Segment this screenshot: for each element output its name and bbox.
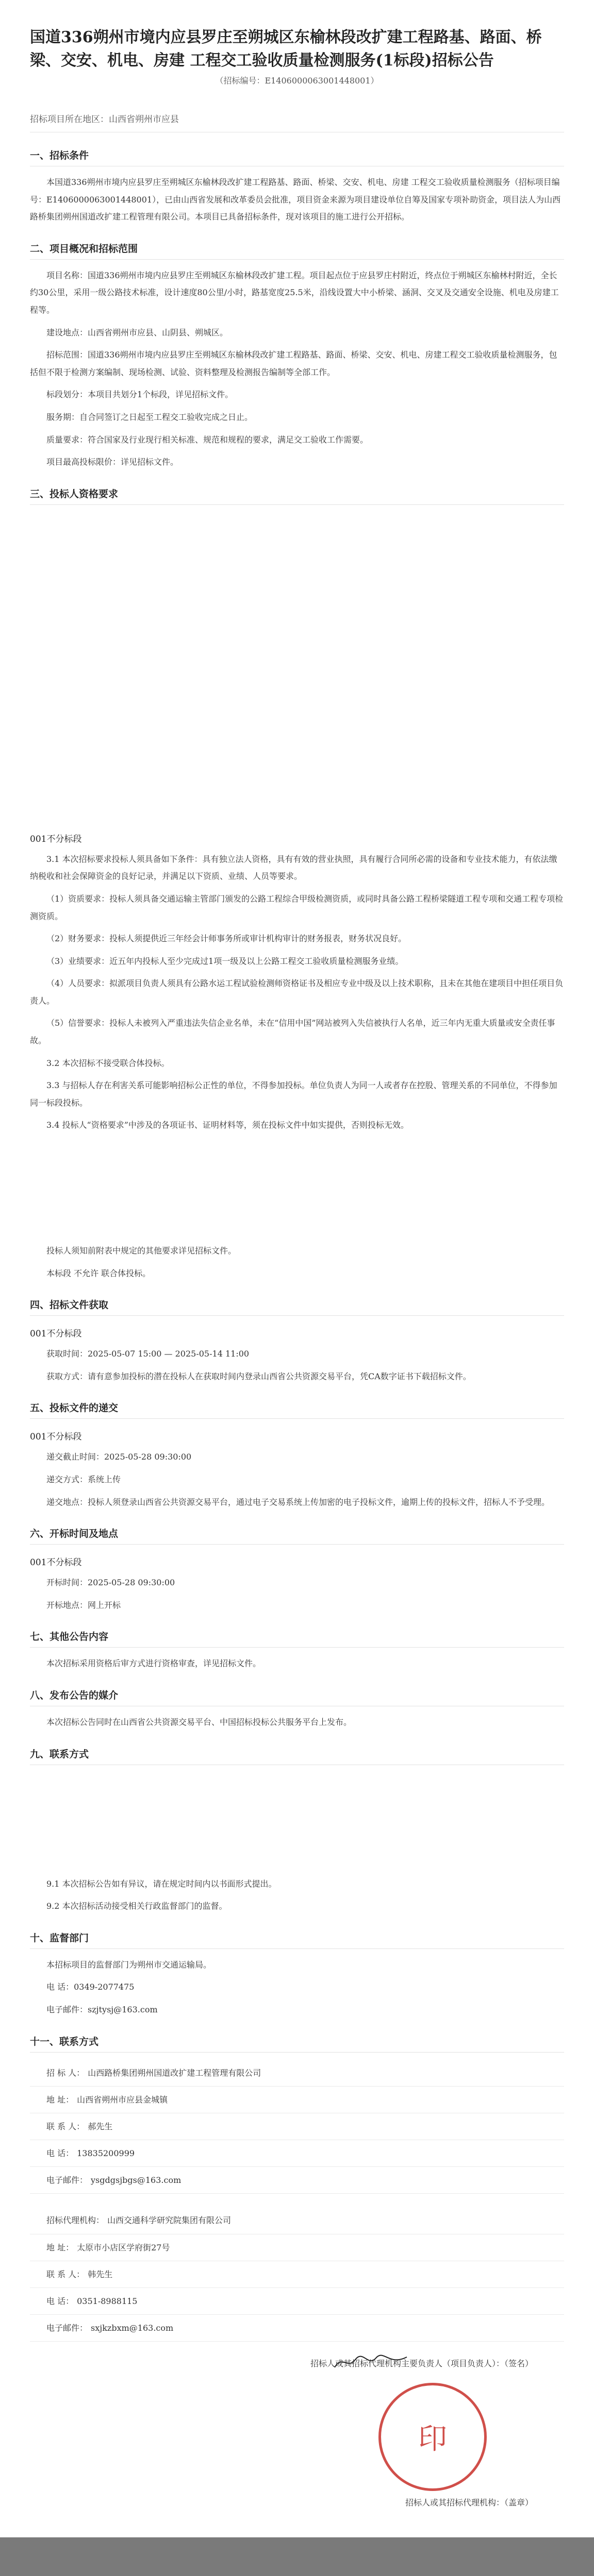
official-seal [378,2383,487,2491]
contact-row: 电 话： 0351-8988115 [30,2288,564,2315]
paragraph: 3.4 投标人“资格要求”中涉及的各项证书、证明材料等，须在投标文件中如实提供，否则投标无效。 [46,1120,409,1130]
paragraph: 9.2 本次招标活动接受相关行政监督部门的监督。 [46,1901,227,1911]
paragraph: 本招标项目的监督部门为朔州市交通运输局。 [46,1959,212,1970]
paragraph: 建设地点：山西省朔州市应县、山阴县、朔城区。 [46,327,228,337]
paragraph: （2）财务要求：投标人须提供近三年经会计师事务所或审计机构审计的财务报表，财务状况良好。 [46,934,407,944]
paragraph: 获取方式：请有意参加投标的潜在投标人在获取时间内登录山西省公共资源交易平台，凭CA数字证书下载招标文件。 [46,1371,471,1381]
lot-label: 001不分标段 [30,1329,82,1340]
contact-row: 电 话： 13835200999 [30,2140,564,2167]
contact-row: 招 标 人： 山西路桥集团朔州国道改扩建工程管理有限公司 [30,2060,564,2087]
paragraph: 本标段 不允许 联合体投标。 [46,1268,151,1278]
section-heading-2: 二、项目概况和招标范围 [30,241,564,260]
paragraph: （5）信誉要求：投标人未被列入严重违法失信企业名单，未在“信用中国”网站被列入失信被执行人名单，近三年内无重大质量或安全责任事故。 [30,1018,555,1046]
blank-area [30,1772,564,1875]
paragraph: 3.3 与招标人存在利害关系可能影响招标公正性的单位，不得参加投标。单位负责人为同一人或者存在控股、管理关系的不同单位，不得参加同一标段投标。 [30,1080,557,1108]
contact-row: 联 系 人： 郝先生 [30,2113,564,2140]
paragraph: 3.2 本次招标不接受联合体投标。 [46,1058,170,1068]
paragraph: 3.1 本次招标要求投标人须具备如下条件：具有独立法人资格，具有有效的营业执照，具有履行合同所必需的设备和专业技术能力，有依法缴纳税收和社会保障资金的良好记录，并满足以下资质、业绩、人员等要求。 [30,854,557,882]
section-heading-3: 三、投标人资格要求 [30,486,564,505]
contact-row: 招标代理机构： 山西交通科学研究院集团有限公司 [30,2207,564,2234]
paragraph: 投标人须知前附表中规定的其他要求详见招标文件。 [46,1246,237,1256]
paragraph: 开标时间：2025-05-28 09:30:00 [46,1578,175,1588]
lot-label: 001不分标段 [30,1557,82,1568]
contact-row: 电子邮件： ysgdgsjbgs@163.com [30,2167,564,2194]
paragraph: （4）人员要求：拟派项目负责人须具有公路水运工程试验检测师资格证书及相应专业中级及以上技术职称，且未在其他在建项目中担任项目负责人。 [30,978,564,1006]
contact-row: 电子邮件： sxjkzbxm@163.com [30,2315,564,2342]
paragraph: 服务期：自合同签订之日起至工程交工验收完成之日止。 [46,412,253,422]
paragraph: 递交方式：系统上传 [46,1475,121,1484]
paragraph: 9.1 本次招标公告如有异议，请在规定时间内以书面形式提出。 [46,1878,277,1889]
stamp-line: 招标人或其招标代理机构：（盖章） [405,2498,533,2508]
section-heading-11: 十一、联系方式 [30,2034,564,2053]
page-title: 国道336朔州市境内应县罗庄至朔城区东榆林段改扩建工程路基、路面、桥梁、交安、机电、房建 工程交工验收质量检测服务(1标段)招标公告 [30,28,542,70]
lot-label: 001不分标段 [30,834,82,844]
blank-area [30,512,564,821]
paragraph: 本次招标采用资格后审方式进行资格审查，详见招标文件。 [46,1658,261,1669]
signature-area [30,2352,564,2517]
paragraph: 项目最高投标限价：详见招标文件。 [46,457,179,467]
section-heading-10: 十、监督部门 [30,1930,564,1949]
section-heading-7: 七、其他公告内容 [30,1629,564,1648]
contact-row: 联 系 人： 韩先生 [30,2261,564,2288]
paragraph: 招标范围：国道336朔州市境内应县罗庄至朔城区东榆林段改扩建工程路基、路面、桥梁、交安、机电、房建工程交工验收质量检测服务，包括但不限于检测方案编制、现场检测、试验、资料整理及检测报告编制等全部工作。 [30,350,557,377]
contact-row: 地 址： 太原市小店区学府街27号 [30,2234,564,2261]
paragraph: （1）资质要求：投标人须具备交通运输主管部门颁发的公路工程综合甲级检测资质，或同时具备公路工程桥梁隧道工程专项和交通工程专项检测资质。 [30,893,564,921]
paragraph: 开标地点：网上开标 [46,1600,121,1610]
section-heading-8: 八、发布公告的媒介 [30,1688,564,1706]
signature-line: 招标人或其招标代理机构主要负责人（项目负责人）：（签名） [310,2359,533,2369]
section-heading-4: 四、招标文件获取 [30,1297,564,1316]
paragraph: 本次招标公告同时在山西省公共资源交易平台、中国招标投标公共服务平台上发布。 [46,1717,352,1727]
paragraph: 递交地点：投标人须登录山西省公共资源交易平台，通过电子交易系统上传加密的电子投标文件，逾期上传的投标文件，招标人不予受理。 [46,1497,550,1507]
paragraph: 电子邮件：szjtysj@163.com [46,2004,158,2014]
contact-block [30,2060,564,2342]
paragraph: 项目名称：国道336朔州市境内应县罗庄至朔城区东榆林段改扩建工程。项目起点位于应县罗庄村附近，终点位于朔城区东榆林村附近，全长约30公里，采用一级公路技术标准，设计速度80公里/小时，路基宽度25.5米，沿线设置大中小桥梁、涵洞、交叉及交通安全设施、机电及房建工程等。 [30,270,559,315]
paragraph: 本国道336朔州市境内应县罗庄至朔城区东榆林段改扩建工程路基、路面、桥梁、交安、机电、房建 工程交工验收质量检测服务（招标项目编号：E1406000063001448001），已由山西省发展和改革委员会批准，项目资金来源为项目建设单位自筹及国家专项补助资金，项目法人为山西路桥集团朔州国道改扩建工程管理有限公司。本项目已具备招标条件，现对该项目的施工进行公开招标。 [30,177,561,222]
paragraph: （3）业绩要求：近五年内投标人至少完成过1项一级及以上公路工程交工验收质量检测服务业绩。 [46,956,404,966]
section-heading-1: 一、招标条件 [30,148,564,166]
seal-glyph: 印 [418,2422,447,2456]
paragraph: 获取时间：2025-05-07 15:00 — 2025-05-14 11:00 [46,1349,250,1359]
section-heading-5: 五、投标文件的递交 [30,1400,564,1419]
paragraph: 标段划分：本项目共划分1个标段，详见招标文件。 [46,389,234,400]
paragraph: 质量要求：符合国家及行业现行相关标准、规范和规程的要求，满足交工验收工作需要。 [46,434,369,445]
section-heading-9: 九、联系方式 [30,1747,564,1765]
project-location: 招标项目所在地区：山西省朔州市应县 [30,107,564,132]
blank-area [30,1139,564,1242]
lot-label: 001不分标段 [30,1432,82,1443]
contact-row: 地 址： 山西省朔州市应县金城镇 [30,2087,564,2113]
paragraph: 递交截止时间：2025-05-28 09:30:00 [46,1452,192,1462]
tender-number: （招标编号：E1406000063001448001） [215,76,379,86]
paragraph: 电 话：0349-2077475 [46,1982,135,1992]
section-heading-6: 六、开标时间及地点 [30,1526,564,1545]
